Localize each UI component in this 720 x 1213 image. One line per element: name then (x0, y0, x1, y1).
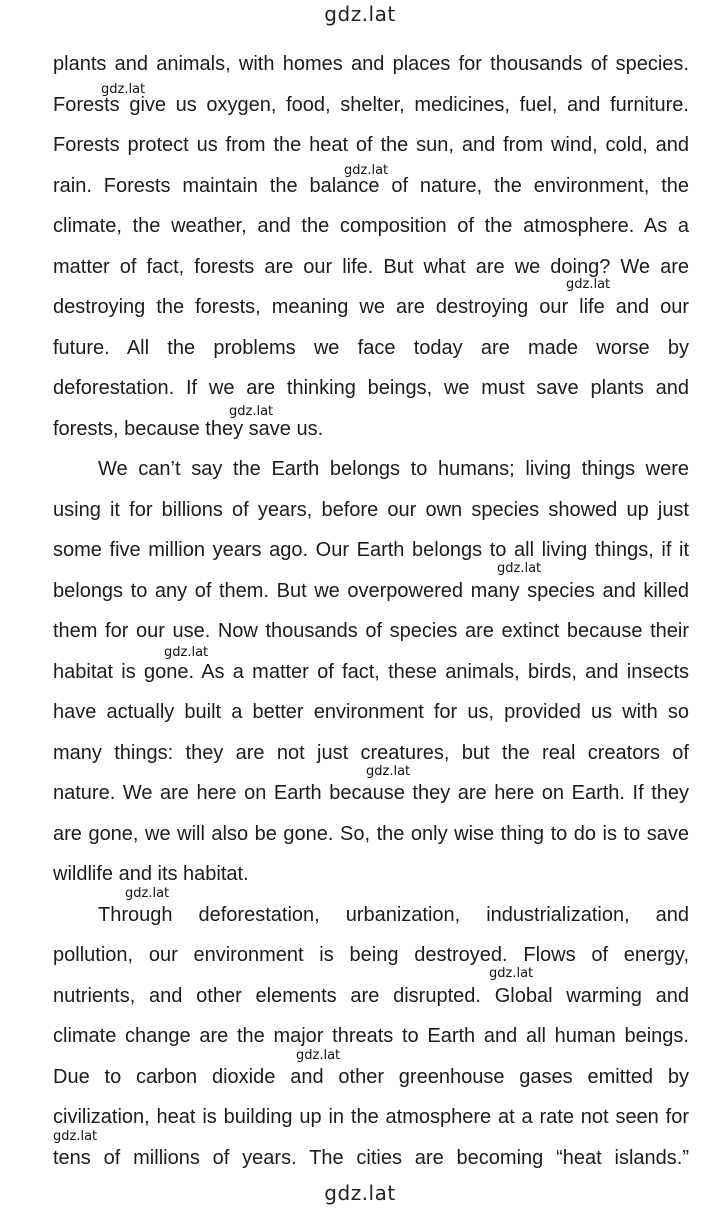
text-line: deforestation. If we are thinking beings, we must save plants and (53, 377, 689, 399)
site-watermark-top: gdz.lat (324, 2, 396, 26)
text-line: pollution, our environment is being destroyed. Flows of energy, (53, 944, 689, 966)
text-line: have actually built a better environment for us, provided us with so (53, 701, 689, 723)
text-line: tens of millions of years. The cities are becoming “heat islands.” (53, 1146, 689, 1169)
text-line: Through deforestation, urbanization, industrialization, and (98, 903, 689, 926)
watermark-stamp: gdz.lat (296, 1048, 341, 1063)
paragraph-2 (53, 449, 689, 895)
text-line: belongs to any of them. But we overpowered many species and killed (53, 579, 689, 602)
text-line: them for our use. Now thousands of species are extinct because their (53, 620, 689, 642)
paragraph-1 (53, 44, 689, 449)
watermark-stamp: gdz.lat (497, 561, 542, 576)
site-watermark-bottom: gdz.lat (324, 1181, 396, 1205)
text-line: We can’t say the Earth belongs to humans; living things were (98, 458, 689, 480)
text-line: nature. We are here on Earth because they are here on Earth. If they (53, 782, 689, 804)
watermark-stamp: gdz.lat (229, 404, 274, 419)
text-line: Forests protect us from the heat of the sun, and from wind, cold, and (53, 134, 689, 156)
text-line: plants and animals, with homes and places for thousands of species. (53, 53, 689, 75)
watermark-stamp: gdz.lat (53, 1129, 98, 1144)
text-line: many things: they are not just creatures, but the real creators of (53, 741, 689, 764)
watermark-stamp: gdz.lat (566, 277, 611, 292)
text-line: matter of fact, forests are our life. But what are we doing? We are (53, 255, 689, 278)
text-line: wildlife and its habitat. (53, 863, 249, 885)
text-line: rain. Forests maintain the balance of nature, the environment, the (53, 174, 689, 197)
text-line: some five million years ago. Our Earth belongs to all living things, if it (53, 539, 689, 561)
text-page (53, 44, 689, 1178)
watermark-stamp: gdz.lat (164, 645, 209, 660)
paragraph-3 (53, 895, 689, 1179)
text-line: Forests give us oxygen, food, shelter, medicines, fuel, and furniture. (53, 93, 689, 116)
watermark-stamp: gdz.lat (344, 163, 389, 178)
text-line: nutrients, and other elements are disrupted. Global warming and (53, 984, 689, 1007)
text-line: destroying the forests, meaning we are destroying our life and our (53, 296, 689, 318)
watermark-stamp: gdz.lat (125, 886, 170, 901)
text-line: habitat is gone. As a matter of fact, these animals, birds, and insects (53, 660, 689, 683)
watermark-stamp: gdz.lat (101, 82, 146, 97)
text-line: civilization, heat is building up in the atmosphere at a rate not seen for (53, 1106, 689, 1128)
text-line: future. All the problems we face today are made worse by (53, 336, 689, 359)
text-line: climate change are the major threats to Earth and all human beings. (53, 1025, 689, 1047)
text-line: are gone, we will also be gone. So, the only wise thing to do is to save (53, 822, 689, 845)
watermark-stamp: gdz.lat (489, 966, 534, 981)
text-line: climate, the weather, and the composition of the atmosphere. As a (53, 215, 689, 237)
text-line: Due to carbon dioxide and other greenhouse gases emitted by (53, 1065, 689, 1088)
text-line: forests, because they save us. (53, 417, 324, 440)
text-line: using it for billions of years, before our own species showed up just (53, 498, 689, 521)
watermark-stamp: gdz.lat (366, 764, 411, 779)
